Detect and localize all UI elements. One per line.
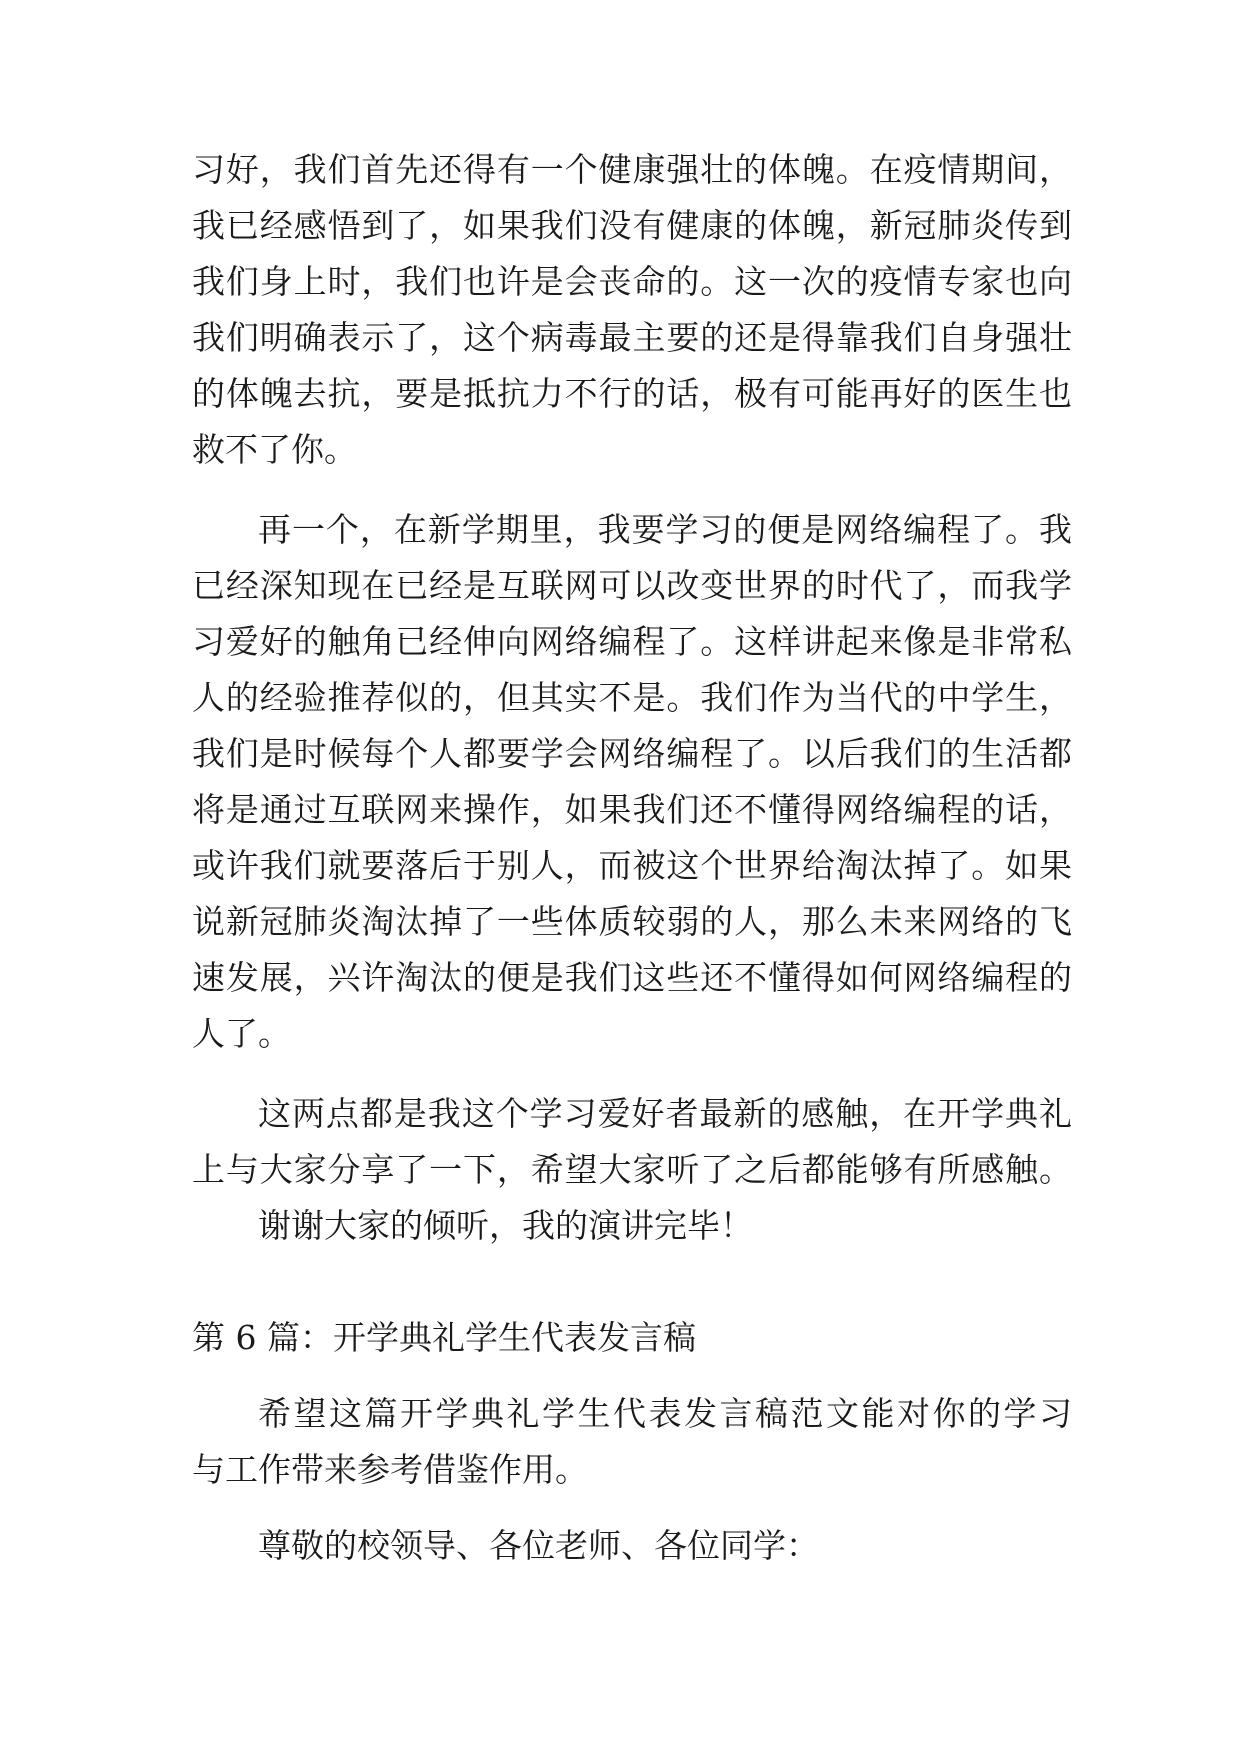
body-text-line: 救不了你。	[192, 430, 357, 469]
body-text-line: 习好，我们首先还得有一个健康强壮的体魄。在疫情期间，	[192, 150, 1072, 189]
body-text-line: 的体魄去抗，要是抵抗力不行的话，极有可能再好的医生也	[192, 374, 1072, 413]
salutation-line: 尊敬的校领导、各位老师、各位同学：	[258, 1526, 819, 1565]
paragraph-first-line: 再一个，在新学期里，我要学习的便是网络编程了。我	[258, 510, 1072, 549]
section-heading: 第 6 篇：开学典礼学生代表发言稿	[192, 1318, 696, 1357]
body-text-line: 速发展，兴许淘汰的便是我们这些还不懂得如何网络编程的	[192, 958, 1072, 997]
body-text-line: 我们是时候每个人都要学会网络编程了。以后我们的生活都	[192, 734, 1072, 773]
paragraph-first-line: 这两点都是我这个学习爱好者最新的感触，在开学典礼	[258, 1094, 1072, 1133]
body-text-line: 已经深知现在已经是互联网可以改变世界的时代了，而我学	[192, 566, 1072, 605]
body-text-line: 与工作带来参考借鉴作用。	[192, 1450, 588, 1489]
paragraph-first-line: 希望这篇开学典礼学生代表发言稿范文能对你的学习	[258, 1394, 1072, 1433]
body-text-line: 习爱好的触角已经伸向网络编程了。这样讲起来像是非常私	[192, 622, 1072, 661]
body-text-line: 将是通过互联网来操作，如果我们还不懂得网络编程的话，	[192, 790, 1072, 829]
body-text-line: 或许我们就要落后于别人，而被这个世界给淘汰掉了。如果	[192, 846, 1072, 885]
body-text-line: 人的经验推荐似的，但其实不是。我们作为当代的中学生，	[192, 678, 1072, 717]
closing-line: 谢谢大家的倾听，我的演讲完毕！	[258, 1206, 753, 1245]
body-text-line: 说新冠肺炎淘汰掉了一些体质较弱的人，那么未来网络的飞	[192, 902, 1072, 941]
body-text-line: 我们身上时，我们也许是会丧命的。这一次的疫情专家也向	[192, 262, 1072, 301]
body-text-line: 上与大家分享了一下，希望大家听了之后都能够有所感触。	[192, 1150, 1072, 1189]
body-text-line: 我已经感悟到了，如果我们没有健康的体魄，新冠肺炎传到	[192, 206, 1072, 245]
body-text-line: 我们明确表示了，这个病毒最主要的还是得靠我们自身强壮	[192, 318, 1072, 357]
body-text-line: 人了。	[192, 1014, 291, 1053]
